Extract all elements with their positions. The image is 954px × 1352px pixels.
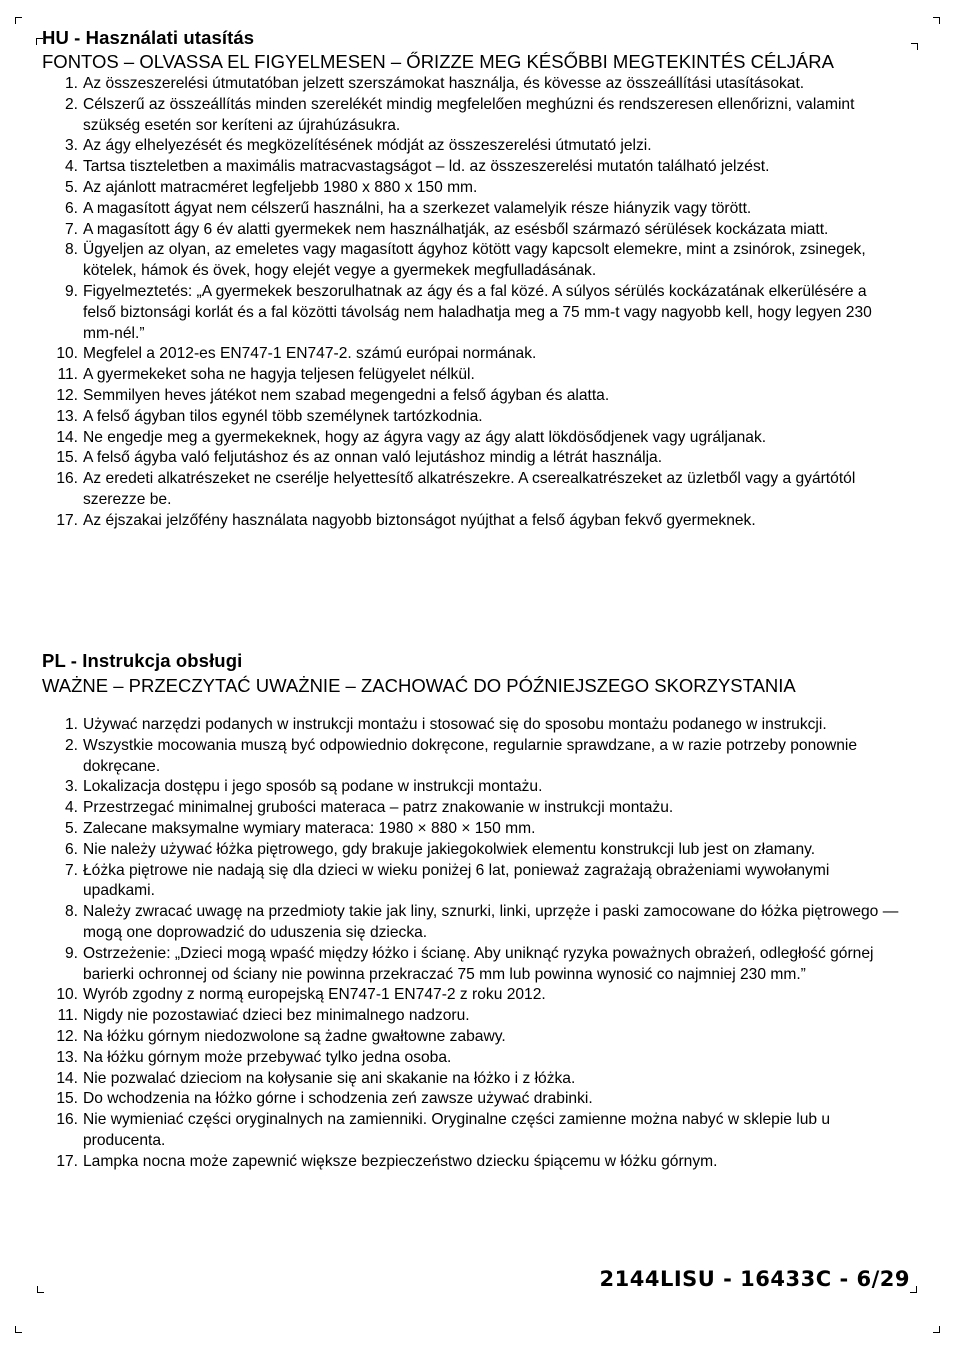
hu-list-item [42,365,902,386]
item-text: A gyermekeket soha ne hagyja teljesen felügyelet nélkül. [83,366,475,384]
pl-list-item [42,944,902,986]
item-number: 6. [64,199,78,217]
crop-mark-bottom-left-outer [15,1326,22,1333]
item-text: Łóżka piętrowe nie nadają się dla dzieci w wieku poniżej 6 lat, ponieważ zagrażają obrażeniami wywołanymi upadkami. [83,861,830,900]
hu-list-item [42,407,902,428]
pl-list-item [42,1089,902,1110]
pl-list-item [42,840,902,861]
item-number: 14. [56,428,78,446]
item-number: 5. [64,819,78,837]
crop-mark-top-right-outer [933,17,940,24]
item-text: A felső ágyba való feljutáshoz és az onnan való lejutáshoz mindig a létrát használja. [83,449,663,467]
item-text: Wszystkie mocowania muszą być odpowiednio dokręcone, regularnie sprawdzane, a w razie potrzeby ponownie dokręcane. [83,736,858,775]
item-number: 2. [64,736,78,754]
crop-mark-bottom-right-outer [933,1326,940,1333]
pl-section-title: PL - Instrukcja obsługi [42,650,243,671]
item-text: Nigdy nie pozostawiać dzieci bez minimalnego nadzoru. [83,1007,470,1025]
item-number: 1. [64,75,78,92]
item-text: Ügyeljen az olyan, az emeletes vagy magasított ágyhoz kötött vagy kapcsolt elemekre, mint a zsinórok, zsinegek, kötelek, hámok és övek, hogy elejét vegye a gyermekek megfulladásának. [83,241,866,280]
pl-list-item [42,798,902,819]
hu-list-item [42,282,902,344]
item-text: A felső ágyban tilos egynél több személynek tartózkodnia. [83,407,483,425]
item-number: 13. [56,1048,78,1066]
item-number: 17. [56,1152,78,1170]
hu-instruction-list [42,74,902,532]
item-text: Przestrzegać minimalnej grubości materaca – patrz znakowanie w instrukcji montażu. [83,799,674,817]
item-text: Semmilyen heves játékot nem szabad megengedni a felső ágyban és alatta. [83,386,610,404]
item-text: Należy zwracać uwagę na przedmioty takie jak liny, sznurki, linki, uprzęże i paski zamocowane do łóżka piętrowego — mogą one doprowadzić do uduszenia się dziecka. [83,903,899,941]
pl-instruction-list [42,715,902,1173]
item-number: 12. [56,1027,78,1045]
item-number: 4. [64,158,78,176]
item-text: Megfelel a 2012-es EN747-1 EN747-2. számú európai normának. [83,345,537,363]
hu-section-title: HU - Használati utasítás [42,27,255,48]
hu-list-item [42,511,902,532]
item-text: Az ajánlott matracméret legfeljebb 1980 x 880 x 150 mm. [83,178,478,196]
pl-list-item [42,902,902,944]
item-number: 16. [56,470,78,488]
item-text: Az összeszerelési útmutatóban jelzett szerszámokat használja, és kövesse az összeállítási utasításokat. [83,75,805,92]
item-number: 7. [64,220,78,238]
pl-list-item [42,1110,902,1152]
item-text: Nie wymieniać części oryginalnych na zamienniki. Oryginalne części zamienne można nabyć w sklepie lub u producenta. [83,1111,831,1149]
item-number: 7. [64,861,78,879]
item-number: 9. [64,944,78,962]
item-text: Na łóżku górnym może przebywać tylko jedna osoba. [83,1048,452,1066]
item-number: 3. [64,778,78,796]
pl-list-item [42,985,902,1006]
item-number: 9. [64,282,78,300]
item-number: 11. [57,366,78,384]
item-text: Célszerű az összeállítás minden szerelékét mindig megfelelően meghúzni és rendszeresen ellenőrizni, valamint szükség esetén sor keríteni az újrahúzásukra. [83,95,855,134]
hu-list-item [42,386,902,407]
document-reference-code: 2144LISU - 16433C - 6/29 [599,1267,910,1291]
item-number: 5. [64,178,78,196]
hu-list-item [42,157,902,178]
item-number: 8. [64,241,78,259]
hu-list-item [42,95,902,137]
item-number: 2. [64,95,78,113]
item-text: Az ágy elhelyezését és megközelítésének módját az összeszerelési útmutató jelzi. [83,137,652,155]
pl-list-item [42,1152,902,1173]
item-text: Do wchodzenia na łóżko górne i schodzenia zeń zawsze używać drabinki. [83,1090,593,1108]
hu-list-item [42,428,902,449]
item-text: A magasított ágyat nem célszerű használni, ha a szerkezet valamelyik része hiányzik vagy törött. [83,199,752,217]
item-text: Az éjszakai jelzőfény használata nagyobb biztonságot nyújthat a felső ágyban fekvő gyermeknek. [83,511,756,529]
hu-warning-heading: FONTOS – OLVASSA EL FIGYELMESEN – ŐRIZZE MEG KÉSŐBBI MEGTEKINTÉS CÉLJÁRA [42,51,834,72]
pl-section [42,650,902,1173]
item-number: 15. [56,449,78,467]
item-text: A magasított ágy 6 év alatti gyermekek nem használhatják, az esésből származó sérülések kockázata miatt. [83,220,829,238]
item-number: 11. [57,1007,78,1025]
item-number: 13. [56,407,78,425]
hu-list-item [42,469,902,511]
item-text: Figyelmeztetés: „A gyermekek beszorulhatnak az ágy és a fal közé. A súlyos sérülés kockázatának elkerülésére a felső biztonsági korlát és a fal közötti távolság nem haladhatja meg a 75 mm-t vagy nagyobb kell, hogy legyen 230 mm-nél.” [83,282,872,342]
crop-mark-bottom-left-inner [37,1286,44,1293]
hu-list-item [42,220,902,241]
pl-list-item [42,1027,902,1048]
item-number: 14. [56,1069,78,1087]
hu-list-item [42,240,902,282]
crop-mark-top-left-outer [15,17,22,24]
pl-list-item [42,1048,902,1069]
hu-section [42,27,902,532]
item-text: Ne engedje meg a gyermekeknek, hogy az ágyra vagy az ágy alatt lökdösődjenek vagy ugráljanak. [83,428,767,446]
item-text: Zalecane maksymalne wymiary materaca: 1980 × 880 × 150 mm. [83,819,536,837]
item-number: 17. [56,511,78,529]
item-number: 10. [56,345,78,363]
crop-mark-top-right-inner [911,43,918,50]
hu-list-item [42,74,902,95]
item-text: Ostrzeżenie: „Dzieci mogą wpaść między łóżko i ścianę. Aby uniknąć ryzyka poważnych obrażeń, odległość górnej barierki ochronnej od ściany nie powinna przekraczać 75 mm lub powinna wynosić co najmniej 230 mm.” [83,944,874,983]
item-text: Lampka nocna może zapewnić większe bezpieczeństwo dziecku śpiącemu w łóżku górnym. [83,1152,718,1170]
crop-mark-bottom-right-inner [910,1286,917,1293]
item-number: 8. [64,903,78,921]
pl-list-item [42,1006,902,1027]
item-text: Az eredeti alkatrészeket ne cserélje helyettesítő alkatrészekre. A cserealkatrészeket az üzletből vagy a gyártótól szerezze be. [83,470,856,508]
item-text: Na łóżku górnym niedozwolone są żadne gwałtowne zabawy. [83,1027,506,1045]
item-number: 6. [64,840,78,858]
item-number: 15. [56,1090,78,1108]
hu-list-item [42,448,902,469]
pl-list-item [42,819,902,840]
item-number: 3. [64,137,78,155]
item-text: Nie pozwalać dzieciom na kołysanie się ani skakanie na łóżko i z łóżka. [83,1069,576,1087]
hu-list-item [42,178,902,199]
pl-warning-heading: WAŻNE – PRZECZYTAĆ UWAŻNIE – ZACHOWAĆ DO PÓŹNIEJSZEGO SKORZYSTANIA [42,675,796,696]
pl-list-item [42,1069,902,1090]
item-number: 1. [64,716,78,733]
item-number: 4. [64,799,78,817]
item-number: 10. [56,986,78,1004]
item-text: Tartsa tiszteletben a maximális matracvastagságot – ld. az összeszerelési mutatón található jelzést. [83,158,770,176]
pl-list-item [42,736,902,778]
item-text: Wyrób zgodny z normą europejską EN747-1 EN747-2 z roku 2012. [83,986,546,1004]
pl-list-item [42,861,902,903]
pl-list-item [42,777,902,798]
hu-list-item [42,344,902,365]
pl-list-item [42,715,902,736]
item-number: 16. [56,1111,78,1129]
hu-list-item [42,199,902,220]
item-text: Używać narzędzi podanych w instrukcji montażu i stosować się do sposobu montażu podanego w instrukcji. [83,716,827,733]
item-number: 12. [56,386,78,404]
item-text: Nie należy używać łóżka piętrowego, gdy brakuje jakiegokolwiek elementu konstrukcji lub jest on złamany. [83,840,816,858]
hu-list-item [42,136,902,157]
item-text: Lokalizacja dostępu i jego sposób są podane w instrukcji montażu. [83,778,543,796]
